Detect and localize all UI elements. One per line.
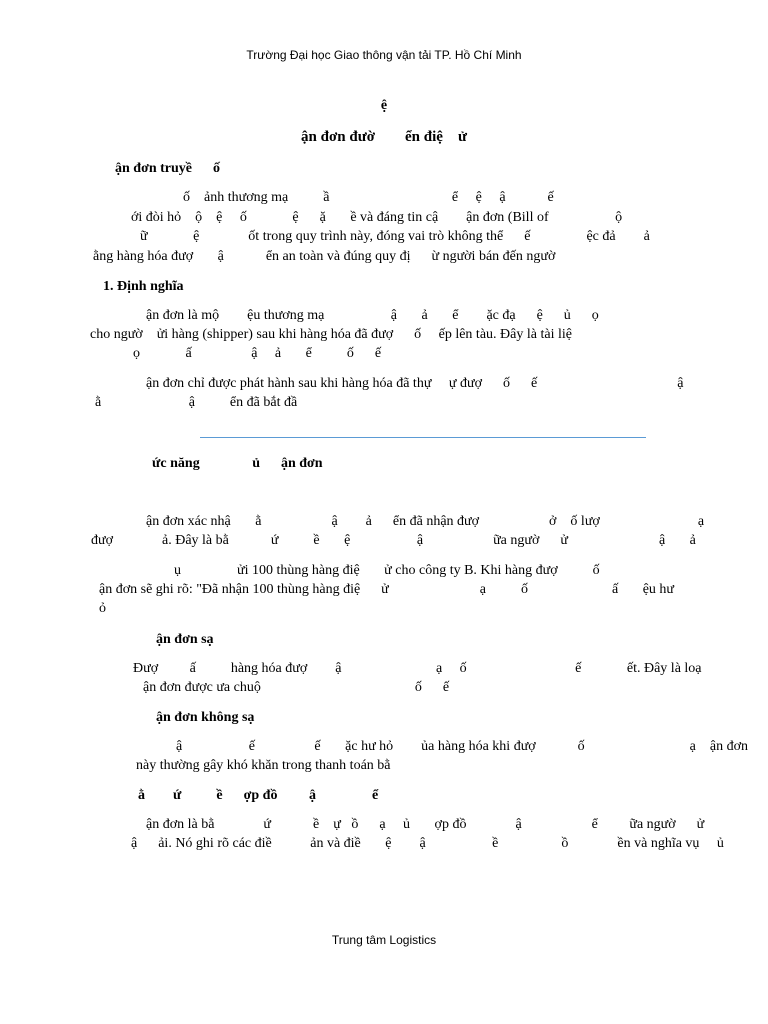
page-footer: Trung tâm Logistics [331, 933, 437, 947]
paragraph-line: ữ ệ ốt trong quy trình này, đóng vai trò không thể ế ệc đả ả [140, 229, 650, 244]
section-heading-functions: ức năng ủ ận đơn [152, 456, 323, 471]
paragraph-line: ằng hàng hóa đượ ậ ển an toàn và đúng quy đị ừ người bán đến ngườ [93, 249, 556, 264]
paragraph-line: ận đơn sẽ ghi rõ: "Đã nhận 100 thùng hàng điệ ử ạ ố ấ ệu hư [99, 582, 674, 597]
subheading-unclean-bill: ận đơn không sạ [156, 710, 255, 725]
paragraph-line: ận đơn được ưa chuộ ố ế [143, 680, 450, 695]
paragraph-line: cho ngườ ửi hàng (shipper) sau khi hàng hóa đã đượ ố ếp lên tàu. Đây là tài liệ [90, 327, 572, 342]
paragraph-line: ố ảnh thương mạ ầ ể ệ ậ ế [183, 190, 554, 205]
paragraph-line: ụ ửi 100 thùng hàng điệ ử cho công ty B. Khi hàng đượ ố [174, 563, 600, 578]
horizontal-divider [200, 437, 646, 438]
paragraph-line: ỏ [99, 601, 106, 616]
section-heading-definition: 1. Định nghĩa [103, 279, 184, 294]
subheading-clean-bill: ận đơn sạ [156, 632, 214, 647]
paragraph-line: ậ ế ế ặc hư hỏ ủa hàng hóa khi đượ ố ạ ận đơn [176, 739, 749, 754]
paragraph-line: đượ ả. Đây là bằ ứ ề ệ ậ ữa ngườ ử ậ ả [91, 533, 696, 548]
page-header: Trường Đại học Giao thông vận tải TP. Hồ Chí Minh [246, 48, 522, 62]
paragraph-line: Đượ ấ hàng hóa đượ ậ ạ ố ế ết. Đây là loạ [133, 661, 702, 676]
paragraph-line: này thường gây khó khăn trong thanh toán bằ [136, 758, 391, 773]
document-title-line-1: ệ [380, 98, 388, 113]
paragraph-line: ận đơn xác nhậ ằ ậ ả ển đã nhận đượ ở ố lượ ạ [146, 514, 705, 529]
document-title-line-2: ận đơn đườ ển điệ ử [301, 129, 467, 145]
paragraph-line: ới đòi hỏ ộ ệ ố ệ ặ ề và đáng tin cậ ận đơn (Bill of ộ [131, 210, 623, 225]
paragraph-line: ận đơn chỉ được phát hành sau khi hàng hóa đã thự ự đượ ố ế ậ [146, 376, 684, 391]
paragraph-line: ằ ậ ển đã bắt đầ [95, 395, 298, 410]
paragraph-line: ận đơn là bằ ứ ề ự ồ ạ ủ ợp đồ ậ ể ữa ngườ ử [146, 817, 705, 832]
paragraph-line: ọ ấ ậ ả ể ố ế [133, 346, 382, 361]
subheading-contract-evidence: ằ ứ ề ợp đồ ậ ể [138, 788, 379, 803]
section-heading-intro: ận đơn truyề ố [115, 161, 220, 176]
paragraph-line: ận đơn là mộ ệu thương mạ ậ ả ể ặc đạ ệ ủ ọ [146, 308, 599, 323]
paragraph-line: ậ ải. Nó ghi rõ các điề ản và điề ệ ậ ề ồ ền và nghĩa vụ ủ [131, 836, 724, 851]
